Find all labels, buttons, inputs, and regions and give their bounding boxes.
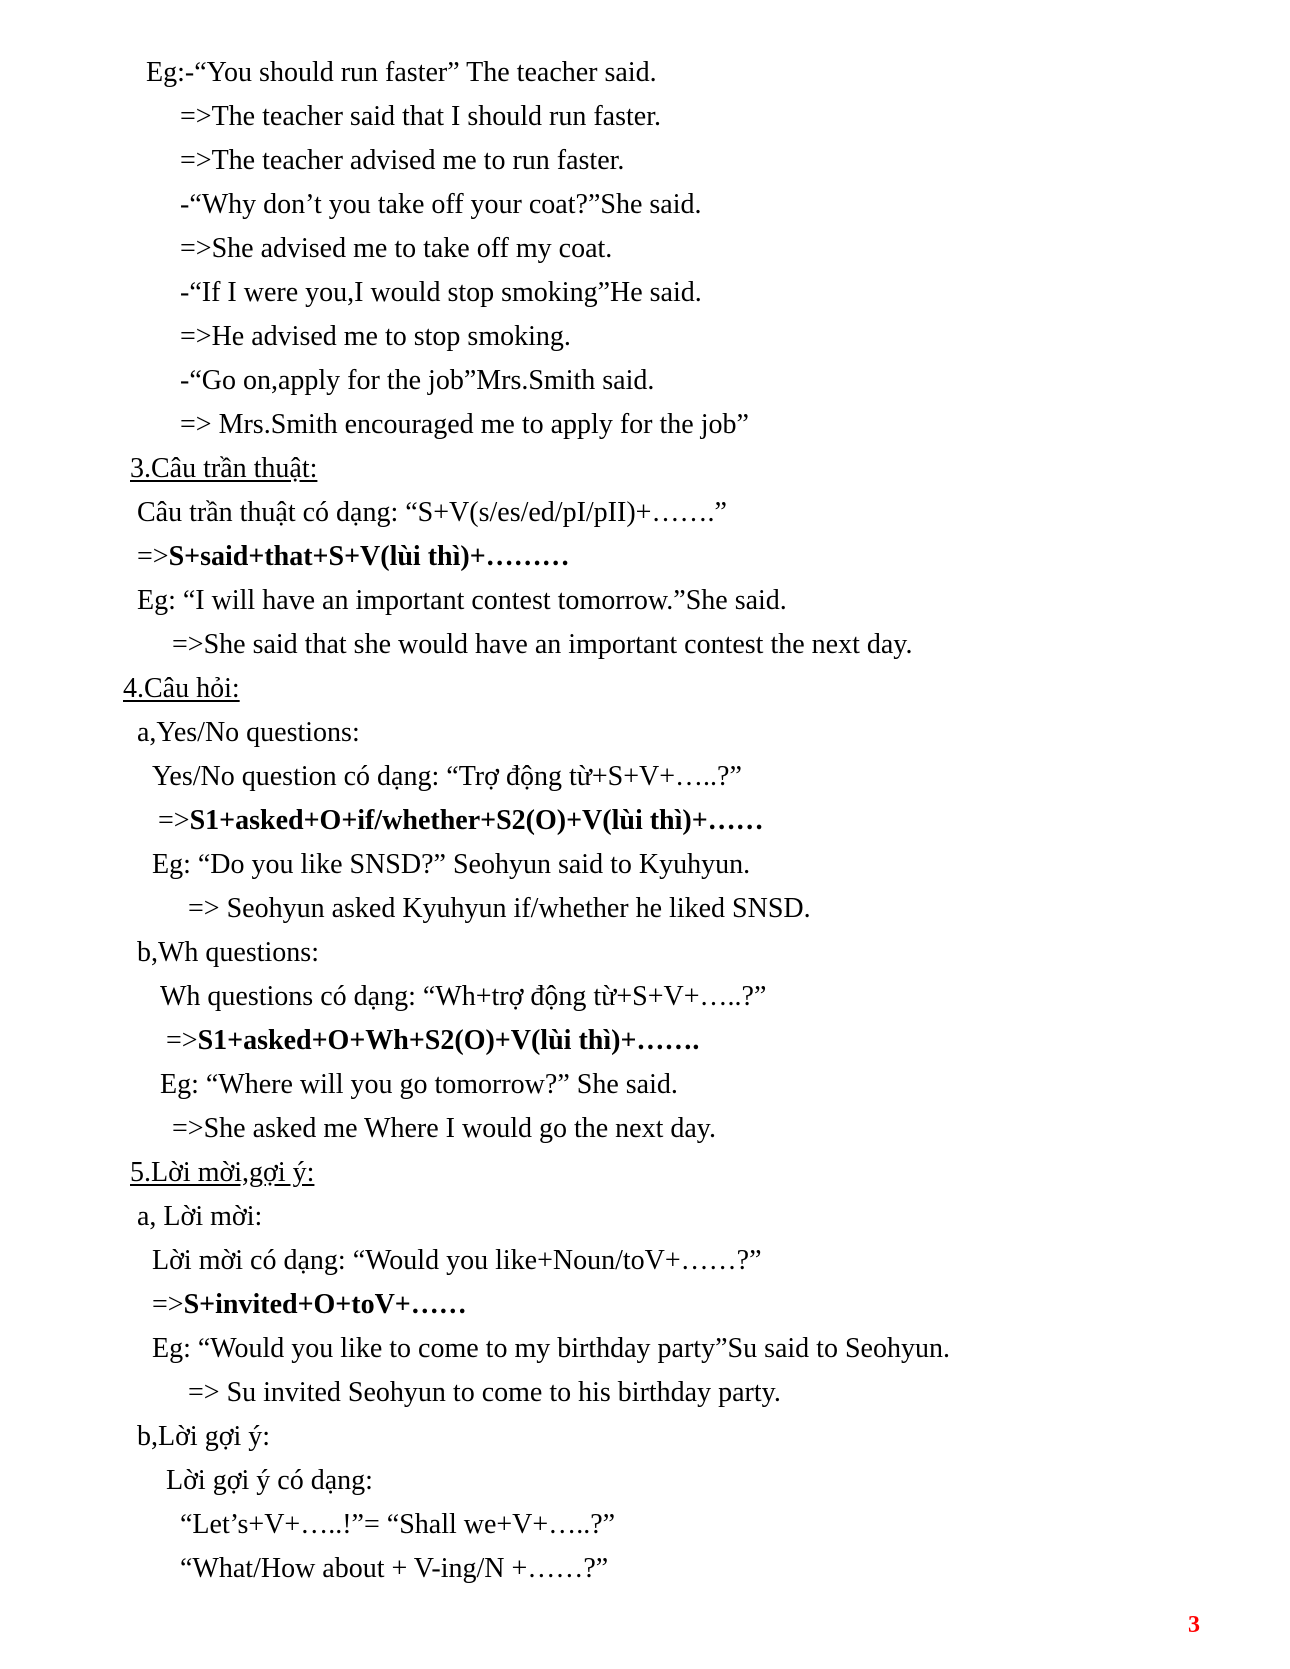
- text-line: => Su invited Seohyun to come to his birthday party.: [188, 1377, 781, 1408]
- formula-line: [158, 804, 764, 838]
- text-line: =>She asked me Where I would go the next day.: [172, 1113, 716, 1144]
- formula-line: [137, 540, 570, 574]
- text-line: =>He advised me to stop smoking.: [180, 321, 571, 352]
- formula-text: S+said+that+S+V(lùi thì)+………: [168, 541, 570, 572]
- text-line: Lời gợi ý có dạng:: [166, 1465, 373, 1496]
- formula-text: S+invited+O+toV+……: [183, 1289, 467, 1320]
- text-line: =>She said that she would have an important contest the next day.: [172, 629, 913, 660]
- page-number: 3: [1188, 1612, 1200, 1638]
- text-line: Câu trần thuật có dạng: “S+V(s/es/ed/pI/pII)+…….”: [137, 497, 727, 528]
- text-line: =>The teacher advised me to run faster.: [180, 145, 625, 176]
- arrow-prefix: =>: [137, 541, 169, 572]
- arrow-prefix: =>: [158, 805, 190, 836]
- text-line: Eg: “Do you like SNSD?” Seohyun said to Kyuhyun.: [152, 849, 751, 880]
- formula-line: [152, 1288, 467, 1322]
- section-heading: 5.Lời mời,gợi ý:: [130, 1157, 315, 1188]
- arrow-prefix: =>: [166, 1025, 198, 1056]
- text-line: Eg: “I will have an important contest tomorrow.”She said.: [137, 585, 787, 616]
- text-line: a, Lời mời:: [137, 1201, 263, 1232]
- text-line: -“Go on,apply for the job”Mrs.Smith said.: [180, 365, 655, 396]
- text-line: “Let’s+V+…..!”= “Shall we+V+…..?”: [180, 1509, 616, 1540]
- text-line: b,Lời gợi ý:: [137, 1421, 271, 1452]
- text-line: Lời mời có dạng: “Would you like+Noun/toV+……?”: [152, 1245, 762, 1276]
- section-heading: 4.Câu hỏi:: [123, 673, 240, 704]
- text-line: => Mrs.Smith encouraged me to apply for the job”: [180, 409, 749, 440]
- text-line: a,Yes/No questions:: [137, 717, 360, 748]
- text-line: =>She advised me to take off my coat.: [180, 233, 613, 264]
- text-line: b,Wh questions:: [137, 937, 319, 968]
- text-line: =>The teacher said that I should run faster.: [180, 101, 661, 132]
- text-line: -“If I were you,I would stop smoking”He said.: [180, 277, 702, 308]
- text-line: Yes/No question có dạng: “Trợ động từ+S+V+…..?”: [152, 761, 742, 792]
- formula-text: S1+asked+O+if/whether+S2(O)+V(lùi thì)+……: [189, 805, 764, 836]
- text-line: => Seohyun asked Kyuhyun if/whether he liked SNSD.: [188, 893, 811, 924]
- text-line: Wh questions có dạng: “Wh+trợ động từ+S+V+…..?”: [160, 981, 767, 1012]
- section-heading: 3.Câu trần thuật:: [130, 453, 318, 484]
- formula-line: [166, 1024, 699, 1058]
- text-line: “What/How about + V-ing/N +……?”: [180, 1553, 609, 1584]
- text-line: Eg:-“You should run faster” The teacher said.: [146, 57, 657, 88]
- text-line: -“Why don’t you take off your coat?”She said.: [180, 189, 702, 220]
- formula-text: S1+asked+O+Wh+S2(O)+V(lùi thì)+…….: [197, 1025, 700, 1056]
- text-line: Eg: “Would you like to come to my birthday party”Su said to Seohyun.: [152, 1333, 950, 1364]
- arrow-prefix: =>: [152, 1289, 184, 1320]
- text-line: Eg: “Where will you go tomorrow?” She said.: [160, 1069, 678, 1100]
